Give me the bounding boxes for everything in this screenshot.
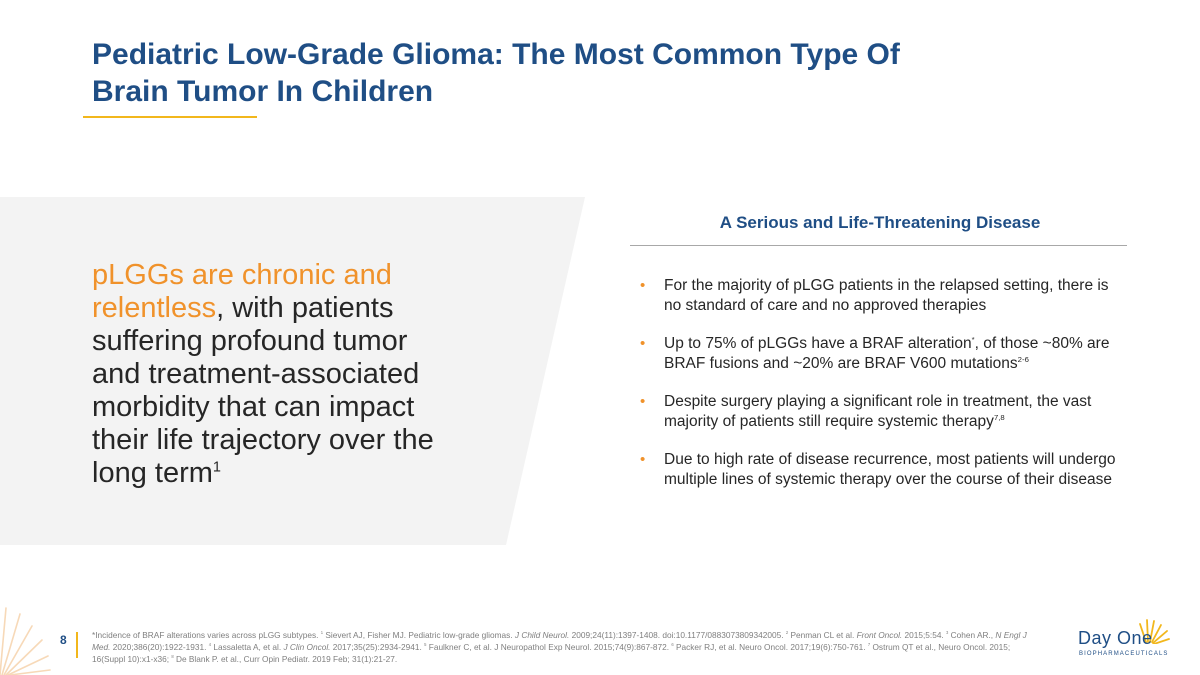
key-message-text-6: long term (92, 457, 213, 489)
footnote-references: *Incidence of BRAF alterations varies across pLGG subtypes. $^1$ Sievert AJ, Fisher MJ. Pediatric low-grade gliomas. J Child Neurol. 2009;24(11):1397-1408. doi:10.1177/0883073809342005. $^2$ Penman CL et al. Front Oncol. 2015;5:54. $^3$ Cohen AR., N Engl J Med. 2020;386(20):1922-1931. $^4$ Lassaletta A, et al. J Clin Oncol. 2017;35(25):2934-2941. $^5$ Faulkner C, et al. J Neuropathol Exp Neurol. 2015;74(9):867-872. $^6$ Packer RJ, et al. Neuro Oncol. 2017;19(6):750-761. $^7$ Ostrum QT et al., Neuro Oncol. 2015; 16(Suppl 10):x1-x36; $^8$ De Blank P. et al., Curr Opin Pediatr. 2019 Feb; 31(1):21-27. (92, 630, 1027, 664)
bullet-dot-icon: • (640, 335, 646, 352)
key-message-highlight-2: relentless (92, 292, 217, 324)
key-message (92, 259, 512, 490)
decorative-rays-icon (0, 600, 52, 675)
page-number: 8 (60, 633, 67, 647)
bullet-item (640, 334, 1120, 373)
bullet-superscript: 7,8 (993, 412, 1005, 422)
key-message-text-4: morbidity that can impact (92, 391, 415, 423)
bullet-text-4: Due to high rate of disease recurrence, most patients will undergo multiple lines of systemic therapy over the course of their disease (664, 451, 1116, 488)
page-number-divider (76, 632, 78, 658)
slide-title-line1: Pediatric Low-Grade Glioma: The Most Common Type Of (92, 38, 900, 71)
bullet-text-3: Despite surgery playing a significant role in treatment, the vast majority of patients still require systemic therapy (664, 393, 1092, 430)
bullet-text-1: For the majority of pLGG patients in the relapsed setting, there is no standard of care and no approved therapies (664, 277, 1109, 314)
bullet-list (640, 276, 1120, 508)
bullet-item (640, 450, 1120, 489)
slide-title (92, 36, 992, 110)
key-message-text-1: , with patients (216, 292, 394, 324)
slide-title-line2: Brain Tumor In Children (92, 75, 434, 108)
bullet-superscript: 2-6 (1017, 354, 1029, 364)
bullet-item (640, 392, 1120, 431)
bullet-text-2b: , of those ~80% are BRAF fusions and ~20% are BRAF V600 mutations (664, 335, 1110, 372)
key-message-text-2: suffering profound tumor (92, 325, 408, 357)
bullet-superscript: * (971, 334, 975, 344)
bullet-dot-icon: • (640, 277, 646, 294)
company-logo (1078, 616, 1173, 666)
logo-subtitle: BIOPHARMACEUTICALS (1079, 651, 1169, 657)
section-heading: A Serious and Life-Threatening Disease (719, 213, 1041, 232)
bullet-text-2a: Up to 75% of pLGGs have a BRAF alteration (664, 335, 972, 352)
section-divider (630, 245, 1127, 246)
bullet-item (640, 276, 1120, 315)
logo-name: Day One (1078, 628, 1153, 648)
key-message-superscript: 1 (212, 459, 221, 476)
key-message-text-5: their life trajectory over the (92, 424, 434, 456)
title-underline (83, 116, 257, 118)
bullet-dot-icon: • (640, 393, 646, 410)
bullet-dot-icon: • (640, 451, 646, 468)
key-message-highlight-1: pLGGs are chronic and (92, 259, 392, 291)
key-message-text-3: and treatment-associated (92, 358, 420, 390)
